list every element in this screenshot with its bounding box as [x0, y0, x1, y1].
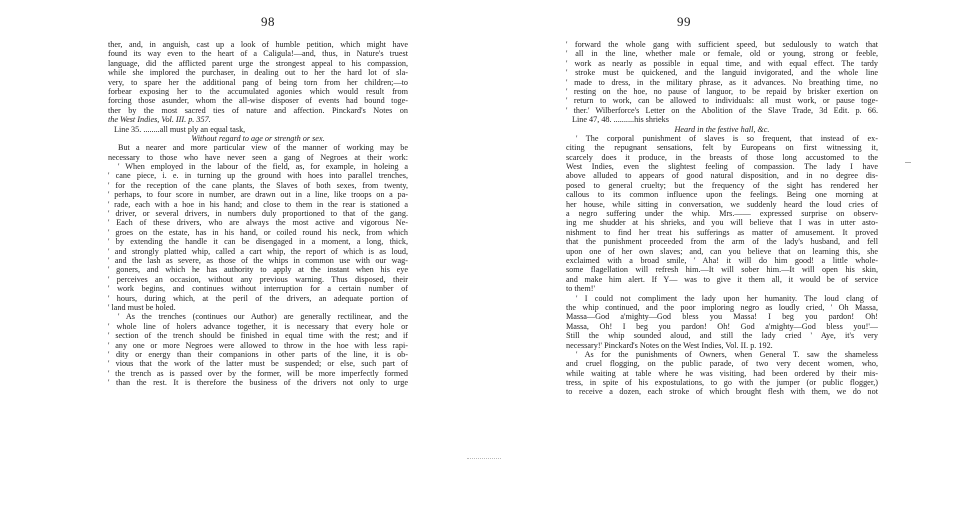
text-line: necessary to those who have never seen a gang of Negroes at their work:: [108, 152, 408, 162]
text-line: ' any one or more Negroes were allowed to throw in the hoe with less rapi-: [108, 340, 408, 350]
text-line: ' groes on the estate, has in his hand, or coiled round his neck, from which: [108, 227, 408, 237]
text-line: citing the repugnant sensations, felt by Europeans on first witnessing it,: [566, 143, 878, 153]
text-line: ther by the most sacred ties of nature and affection. Pinckard's Notes on: [108, 105, 408, 115]
text-line: ' section of the trench should be finished in equal time with the rest; and if: [108, 331, 408, 341]
text-line: ' As for the punishments of Owners, when General T. saw the shameless: [576, 349, 878, 359]
text-line: West Indies, even the slightest feeling of compassion. The lady I have: [566, 162, 878, 172]
text-line: Massa—God a'mighty—God bless you Massa! I beg you pardon! Oh!: [566, 312, 878, 322]
text-line: ' all in the line, whether male or female, old or young, strong or feeble,: [566, 49, 878, 59]
text-line: while waiting at table where he was visiting, had been ordered by their mis-: [566, 368, 878, 378]
text-line: ' The corporal punishment of slaves is so frequent, that instead of ex-: [576, 133, 878, 143]
text-line: ' I could not compliment the lady upon her humanity. The loud clang of: [576, 293, 878, 303]
text-line: while she implored the purchaser, in dealing out to her the hard lot of sla-: [108, 68, 408, 78]
text-line: to receive a dozen, each stroke of which brought flesh with them, we do not: [566, 387, 878, 397]
text-line: ' cane piece, i. e. in turning up the ground with hoes into parallel trenches,: [108, 171, 408, 181]
text-line: ' perhaps, to four score in number, are drawn out in a line, like troops on a pa-: [108, 190, 408, 200]
text-line: tress, in spite of his expostulations, to go with the jumper (or public flogger,): [566, 378, 878, 388]
text-line: found its way even to the heart of a Caligula!—and, thus, in Nature's truest: [108, 49, 408, 59]
text-body: [566, 40, 878, 397]
text-line: But a nearer and more particular view of the manner of working may be: [118, 143, 408, 153]
text-line: very, to spare her the additional pang of being torn from her children;—to: [108, 77, 408, 87]
text-line: and cruel flogging, on the public parade, of two very decent women, who,: [566, 359, 878, 369]
text-line: ' perceives an occasion, without any previous warning. Thus disposed, their: [108, 274, 408, 284]
citation: the West Indies, Vol. III. p. 357.: [108, 115, 211, 125]
text-line: ' hours, during which, at the peril of the drivers, an adequate portion of: [108, 293, 408, 303]
text-line: to them!': [566, 284, 595, 294]
text-line: a negro suffering under the whip. Mrs.—— expressed surprise on observ-: [566, 209, 878, 219]
text-line: ' and the lash as severe, as those of the whips in common use with our wag-: [108, 255, 408, 265]
text-line: and make him alert. If Y— was to give it them all, it would be of service: [566, 274, 878, 284]
text-line: some flagellation will refresh him.—It will sober him.—It will open his skin,: [566, 265, 878, 275]
text-line: ' vious that the work of the latter must be suspended; or else, such part of: [108, 359, 408, 369]
text-line: ' land must be holed.: [108, 302, 176, 312]
text-line: Massa, Oh! I beg you pardon! Oh! God a'mighty—God bless you!'—: [566, 321, 878, 331]
text-line: callous to its common influence upon the feelings. Being one morning at: [566, 190, 878, 200]
scan-edge-mark: [905, 162, 911, 163]
text-line: ' the trench as is passed over by the former, will be more imperfectly formed: [108, 368, 408, 378]
text-line: ' goners, and which he has authority to apply at the instant when his eye: [108, 265, 408, 275]
text-line: ing me shudder at his shrieks, and you will believe that I was in utter asto-: [566, 218, 878, 228]
text-line: ' rade, each with a hoe in his hand; and close to them in the rear is stationed a: [108, 199, 408, 209]
page-number: 99: [677, 14, 691, 29]
text-line: ' and strongly platted whip, called a cart whip, the report of which is as loud,: [108, 246, 408, 256]
text-line: ' driver, or several drivers, in numbers duly proportioned to that of the gang.: [108, 209, 408, 219]
text-line: exclaimed with a broad smile, ' Aha! it will do him good! a little whole-: [566, 255, 878, 265]
text-line: ' resting on the hoe, no pause of languor, to be repaid by brisker exertion on: [566, 86, 878, 96]
text-line: ' than the rest. It is therefore the business of the drivers not only to urge: [108, 378, 408, 388]
text-line: ' dity or energy than their companions in other parts of the line, it is ob-: [108, 349, 408, 359]
text-line: ther, and, in anguish, cast up a look of humble petition, which might have: [108, 40, 408, 49]
text-line: ' return to work, can be allowed to individuals: all must work, or pause toge-: [566, 96, 878, 106]
text-line: above alluded to appears of good natural disposition, and in no degree dis-: [566, 171, 878, 181]
text-line: ' forward the whole gang with sufficient speed, but sedulously to watch that: [566, 40, 878, 49]
text-line: ' work begins, and continues without interruption for a certain number of: [108, 284, 408, 294]
text-line: Still the whip sounded aloud, and still the lady cried ' Aye, it's very: [566, 331, 878, 341]
text-line: ' work as nearly as possible in equal time, and with equal effect. The tardy: [566, 58, 878, 68]
citation: necessary!' Pinckard's Notes on the West Indies, Vol. II. p. 192.: [566, 340, 773, 350]
text-line: ' stroke must be quickened, and the languid invigorated, and the whole line: [566, 68, 878, 78]
text-line: scarcely does it produce, in the breasts of those long accustomed to the: [566, 152, 878, 162]
text-line: ' for the reception of the cane plants, the Slaves of both sexes, from twenty,: [108, 180, 408, 190]
text-line: the whip continued, and the poor imploring negro as loudly cried, ' Oh Massa,: [566, 302, 878, 312]
text-line: posed to general cruelty; but the frequency of the sight has rendered her: [566, 180, 878, 190]
text-line: that the punishment proceeded from the arm of the lady's husband, and fell: [566, 237, 878, 247]
text-line: ' Each of these drivers, who are always the most active and vigorous Ne-: [108, 218, 408, 228]
text-line: her house, while sitting in conversation, we suddenly heard the loud cries of: [566, 199, 878, 209]
quoted-verse: Heard in the festive hall, &c.: [674, 124, 770, 134]
citation: ' ther.' Wilberforce's Letter on the Abolition of the Slave Trade, 3d Edit. p. 66.: [566, 105, 878, 115]
text-body: [108, 40, 408, 387]
text-line: language, did the afflicted parent urge the strongest appeal to his compassion,: [108, 58, 408, 68]
text-line: upon one of her own slaves; and, can you believe that on learning this, she: [566, 246, 878, 256]
text-line: ' As the trenches (continues our Author) are generally rectilinear, and the: [118, 312, 408, 322]
text-line: ' made to dress, in the military phrase, as it advances. No breathing time, no: [566, 77, 878, 87]
text-line: forbear exposing her to the accumulated agonies which would result from: [108, 86, 408, 96]
gutter-divider: [467, 458, 501, 462]
text-line: ' by extending the handle it can be disengaged in a moment, a long, thick,: [108, 237, 408, 247]
quoted-verse: Without regard to age or strength or sex.: [191, 133, 325, 143]
text-line: ' When employed in the labour of the field, as, for example, in holeing a: [118, 162, 408, 172]
text-line: ' whole line of holers advance together, it is necessary that every hole or: [108, 321, 408, 331]
text-line: nishment to find her treat his sufferings as matter of amusement. It proved: [566, 227, 878, 237]
page-number: 98: [261, 14, 275, 29]
line-reference: Line 35. ........all must ply an equal task,: [114, 124, 246, 134]
line-reference: Line 47, 48. ..........his shrieks: [572, 115, 669, 125]
text-line: forcing those asunder, whom the all-wise disposer of events had bound toge-: [108, 96, 408, 106]
